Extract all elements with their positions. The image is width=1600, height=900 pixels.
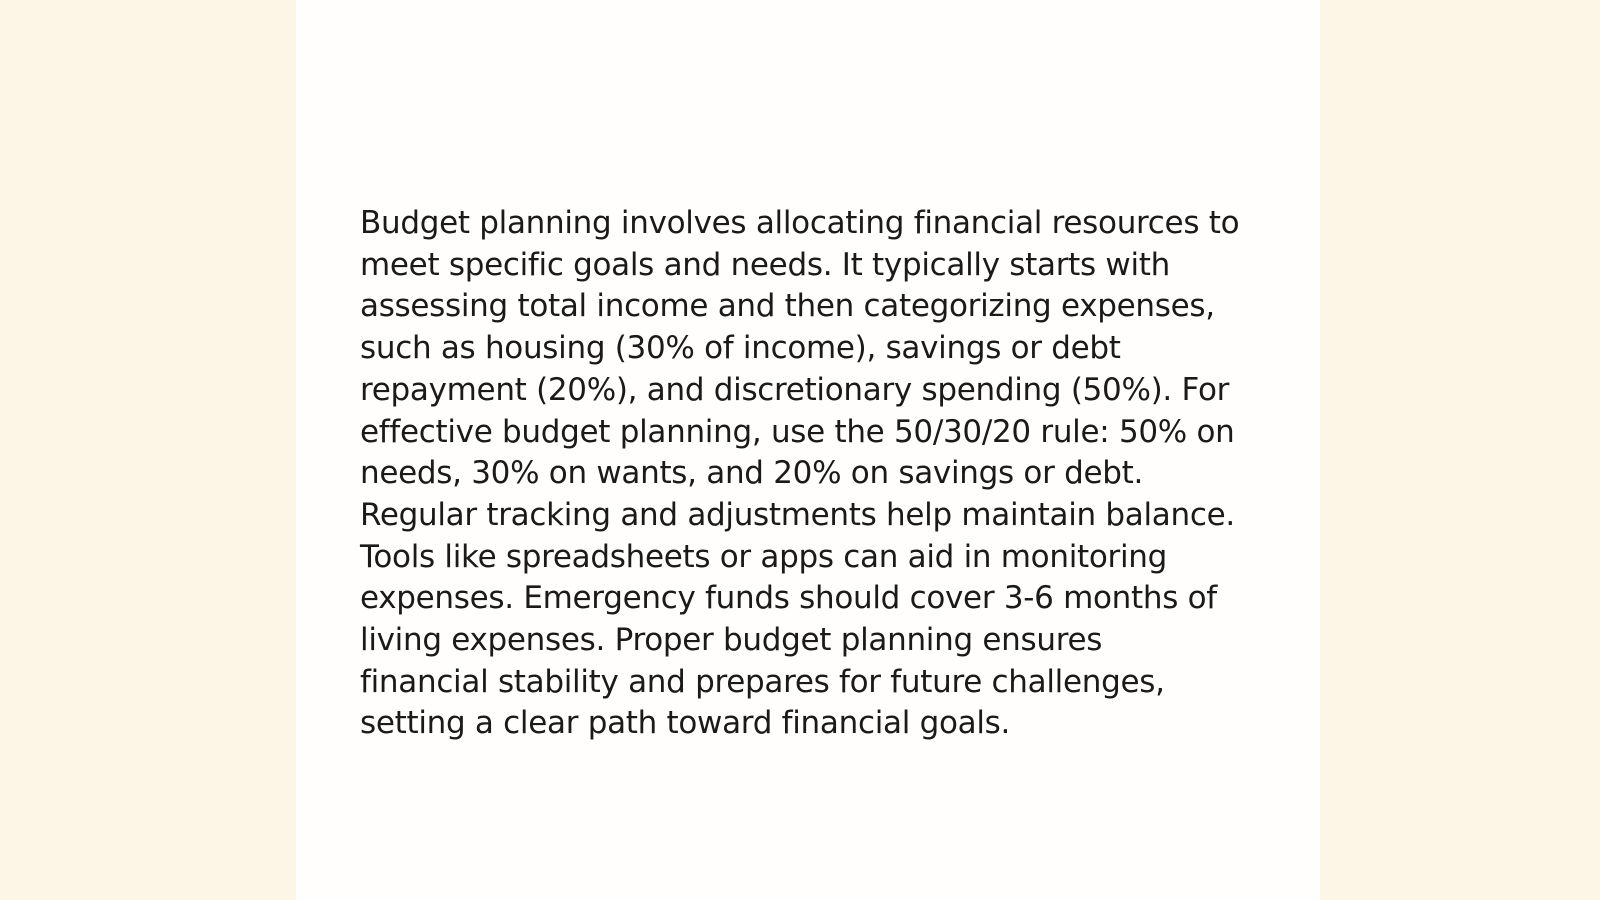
body-paragraph: Budget planning involves allocating financial resources to meet specific goals and needs. It typically starts with assessing total income and then categorizing expenses, such as housing (30% of income), savings or debt repayment (20%), and discretionary spending (50%). For effective budget planning, use the 50/30/20 rule: 50% on needs, 30% on wants, and 20% on savings or debt. Regular tracking and adjustments help maintain balance. Tools like spreadsheets or apps can aid in monitoring expenses. Emergency funds should cover 3-6 months of living expenses. Proper budget planning ensures financial stability and prepares for future challenges, setting a clear path toward financial goals. xyxy=(360,205,1240,742)
content-panel xyxy=(296,0,1320,900)
